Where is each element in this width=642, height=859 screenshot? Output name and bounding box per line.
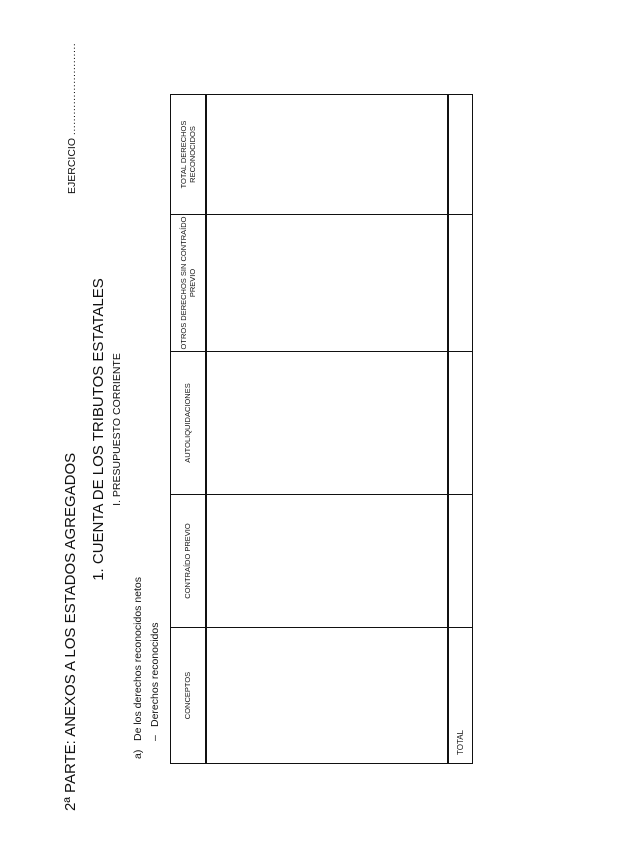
column-header: CONCEPTOS <box>171 628 207 764</box>
item-a-text: De los derechos reconocidos netos <box>132 576 144 741</box>
total-cell[interactable] <box>448 215 473 352</box>
column-header: AUTOLIQUIDACIONES <box>171 352 207 495</box>
header-row <box>171 95 207 764</box>
section-title: 1. CUENTA DE LOS TRIBUTOS ESTATALES <box>90 278 107 581</box>
table-cell[interactable] <box>206 352 448 495</box>
report-table <box>170 94 473 764</box>
item-a-letter: a) <box>132 749 144 759</box>
part-title: 2ª PARTE: ANEXOS A LOS ESTADOS AGREGADOS <box>62 452 79 811</box>
exercise-field <box>66 43 78 194</box>
table-row <box>206 95 448 764</box>
item-dash-text: Derechos reconocidos <box>149 622 161 727</box>
column-header: OTROS DERECHOS SIN CONTRAÍDO PREVIO <box>171 215 207 352</box>
column-header: CONTRAÍDO PREVIO <box>171 495 207 628</box>
table-cell[interactable] <box>206 215 448 352</box>
total-cell[interactable] <box>448 495 473 628</box>
table-cell[interactable] <box>206 628 448 764</box>
item-dash: – <box>149 735 161 741</box>
total-cell[interactable] <box>448 352 473 495</box>
column-header: TOTAL DERECHOS RECONOCIDOS <box>171 95 207 215</box>
exercise-label: EJERCICIO <box>66 137 78 194</box>
exercise-dots: ........................... <box>66 42 78 136</box>
total-row <box>448 95 473 764</box>
table-cell[interactable] <box>206 495 448 628</box>
subsection-title: I. PRESUPUESTO CORRIENTE <box>111 353 123 506</box>
total-label: TOTAL <box>448 628 473 764</box>
total-cell[interactable] <box>448 95 473 215</box>
table-cell[interactable] <box>206 95 448 215</box>
